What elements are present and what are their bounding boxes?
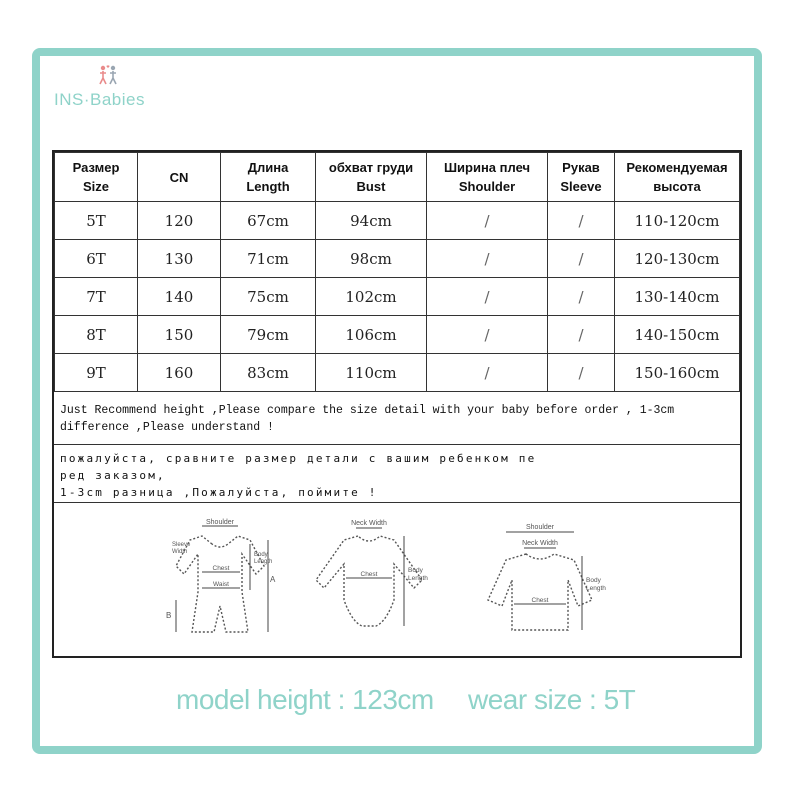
table-cell: 140-150cm [615, 316, 740, 354]
shoulder-label: Shoulder [205, 519, 235, 526]
marker-a-label: A [270, 575, 276, 584]
table-cell: 67cm [221, 202, 316, 240]
table-header-row [55, 153, 740, 202]
russian-note-line: пожалуйста, сравните размер детали с вашим ребенком пе [60, 452, 537, 465]
romper-diagram [162, 514, 302, 645]
table-cell: 98cm [316, 240, 427, 278]
wear-size-caption: wear size : 5T [468, 684, 636, 715]
english-note-line: difference ,Please understand ! [60, 421, 274, 434]
length-label: Length [254, 559, 273, 565]
model-height-caption: model height : 123cm [176, 684, 434, 715]
russian-note [60, 450, 736, 501]
table-cell: 71cm [221, 240, 316, 278]
table-cell: 94cm [316, 202, 427, 240]
table-cell: / [548, 202, 615, 240]
table-cell: 75cm [221, 278, 316, 316]
english-note [60, 402, 736, 436]
table-cell: / [427, 278, 548, 316]
english-note-line: Just Recommend height ,Please compare the size detail with your baby before order , 1-3cm [60, 404, 675, 417]
sleeve-width-label: Width [172, 549, 188, 555]
column-header-shoulder: Ширина плеч Shoulder [427, 153, 548, 202]
table-cell: 160 [138, 354, 221, 392]
table-cell: 102cm [316, 278, 427, 316]
neck-width-label: Neck Width [522, 540, 558, 547]
shirt-diagram [462, 514, 622, 645]
stick-figure-heart-icon [96, 64, 120, 86]
column-header-sleeve: Рукав Sleeve [548, 153, 615, 202]
chest-label: Chest [531, 597, 549, 604]
table-cell: 7T [55, 278, 138, 316]
table-cell: 110-120cm [615, 202, 740, 240]
table-cell: / [427, 354, 548, 392]
russian-note-line: ред заказом, [60, 469, 166, 482]
russian-note-line: 1-3cm разница ,Пожалуйста, поймите ! [60, 486, 378, 499]
divider [54, 444, 740, 445]
table-cell: / [427, 316, 548, 354]
table-cell: 120 [138, 202, 221, 240]
table-cell: 79cm [221, 316, 316, 354]
column-header-length: Длина Length [221, 153, 316, 202]
shoulder-label: Shoulder [525, 524, 555, 531]
column-header-bust: обхват груди Bust [316, 153, 427, 202]
length-label: Length [586, 585, 606, 592]
table-row [55, 278, 740, 316]
table-row [55, 354, 740, 392]
chest-label: Chest [212, 565, 230, 572]
size-chart-sheet [52, 150, 742, 658]
column-header-recommended-height: Рекомендуемая высота [615, 153, 740, 202]
sleeve-label: Sleeve [172, 542, 191, 548]
table-cell: / [548, 316, 615, 354]
table-cell: 140 [138, 278, 221, 316]
length-label: Length [408, 575, 428, 582]
body-label: Body [254, 552, 268, 558]
table-row [55, 240, 740, 278]
table-cell: 9T [55, 354, 138, 392]
measurement-diagrams [162, 514, 642, 644]
table-cell: / [427, 202, 548, 240]
body-label: Body [408, 567, 423, 574]
table-cell: 150-160cm [615, 354, 740, 392]
neck-width-label: Neck Width [351, 520, 387, 527]
bodysuit-diagram [310, 514, 450, 645]
chest-label: Chest [360, 571, 378, 578]
table-row [55, 316, 740, 354]
table-cell: / [548, 354, 615, 392]
table-cell: 120-130cm [615, 240, 740, 278]
table-cell: 6T [55, 240, 138, 278]
table-cell: 150 [138, 316, 221, 354]
table-cell: 5T [55, 202, 138, 240]
brand-name: INS·Babies [54, 90, 145, 109]
brand-logo [54, 62, 174, 112]
marker-b-label: B [166, 611, 172, 620]
column-header-cn: CN [138, 153, 221, 202]
table-cell: / [548, 240, 615, 278]
table-cell: 110cm [316, 354, 427, 392]
size-table [54, 152, 740, 392]
table-cell: 8T [55, 316, 138, 354]
divider [54, 502, 740, 503]
waist-label: Waist [212, 581, 230, 588]
table-row [55, 202, 740, 240]
table-cell: 130-140cm [615, 278, 740, 316]
table-cell: 83cm [221, 354, 316, 392]
body-label: Body [586, 577, 601, 584]
table-cell: / [427, 240, 548, 278]
table-cell: 106cm [316, 316, 427, 354]
table-cell: / [548, 278, 615, 316]
table-cell: 130 [138, 240, 221, 278]
column-header-size: Размер Size [55, 153, 138, 202]
